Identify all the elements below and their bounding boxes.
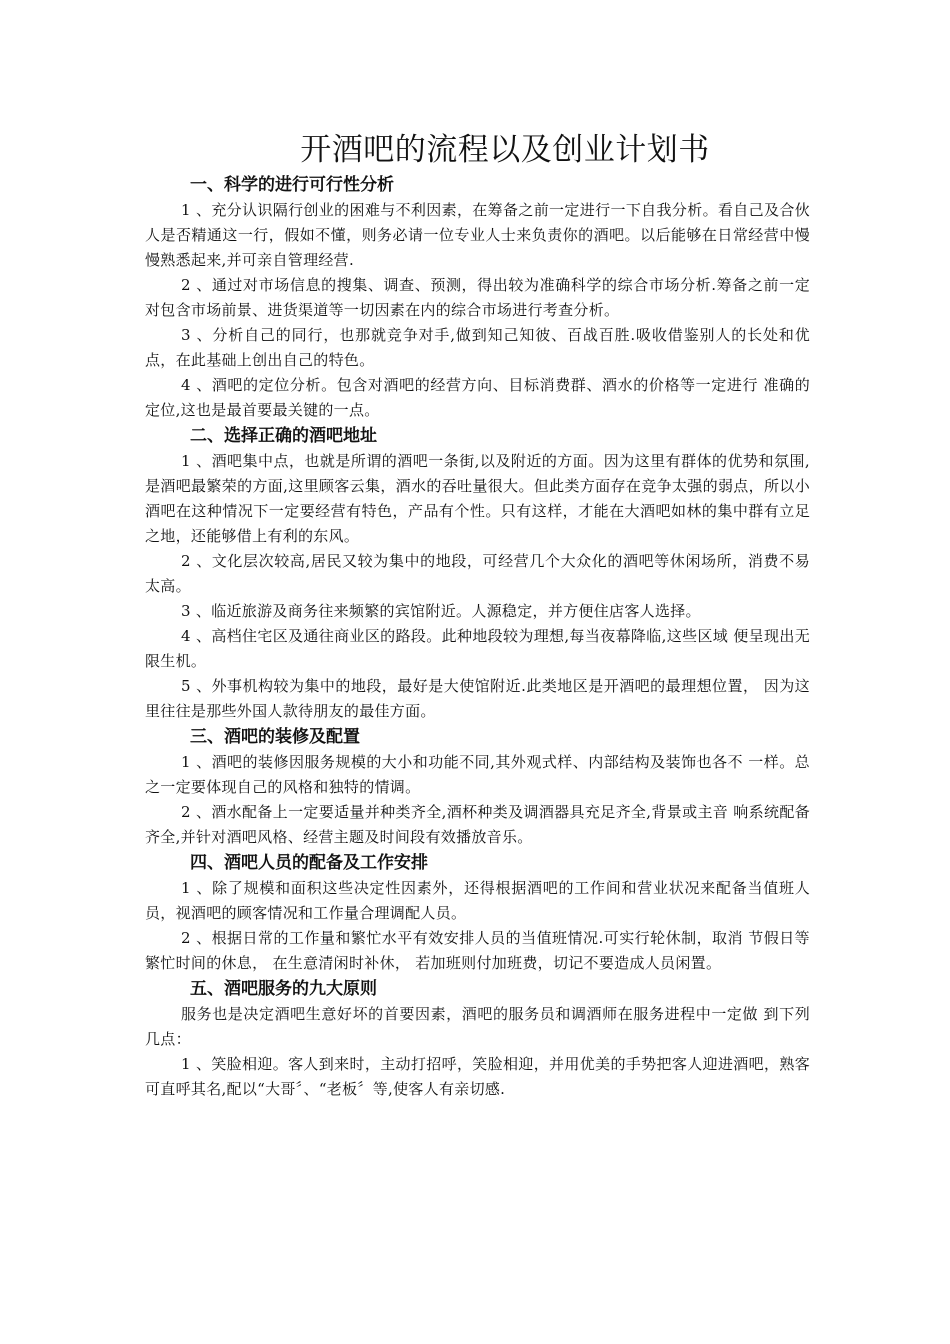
paragraph: 5 、外事机构较为集中的地段，最好是大使馆附近.此类地区是开酒吧的最理想位置， 因为这里往往是那些外国人款待朋友的最佳方面。 xyxy=(145,677,810,720)
section-heading: 三、酒吧的装修及配置 xyxy=(190,727,360,747)
section-heading: 四、酒吧人员的配备及工作安排 xyxy=(190,853,428,873)
paragraph: 服务也是决定酒吧生意好坏的首要因素，酒吧的服务员和调酒师在服务进程中一定做 到下列几点： xyxy=(145,1005,810,1048)
paragraph: 2 、文化层次较高,居民又较为集中的地段，可经营几个大众化的酒吧等休闲场所，消费不易太高。 xyxy=(145,552,810,595)
section-2 xyxy=(145,423,810,724)
paragraph: 1 、酒吧的装修因服务规模的大小和功能不同,其外观式样、内部结构及装饰也各不 一样。总之一定要体现自己的风格和独特的情调。 xyxy=(145,753,810,796)
document-title: 开酒吧的流程以及创业计划书 xyxy=(300,132,710,168)
paragraph: 2 、通过对市场信息的搜集、调查、预测，得出较为准确科学的综合市场分析.筹备之前一定对包含市场前景、进货渠道等一切因素在内的综合市场进行考查分析。 xyxy=(145,276,810,319)
paragraph: 3 、临近旅游及商务往来频繁的宾馆附近。人源稳定，并方便住店客人选择。 xyxy=(181,602,701,620)
paragraph: 3 、分析自己的同行，也那就竞争对手,做到知己知彼、百战百胜.吸收借鉴别人的长处和优点，在此基础上创出自己的特色。 xyxy=(145,326,810,369)
section-heading: 五、酒吧服务的九大原则 xyxy=(190,979,377,999)
paragraph: 2 、酒水配备上一定要适量并种类齐全,酒杯种类及调酒器具充足齐全,背景或主音 响系统配备齐全,并针对酒吧风格、经营主题及时间段有效播放音乐。 xyxy=(145,803,810,846)
paragraph: 2 、根据日常的工作量和繁忙水平有效安排人员的当值班情况.可实行轮休制，取消 节假日等繁忙时间的休息， 在生意清闲时补休， 若加班则付加班费，切记不要造成人员闲置。 xyxy=(145,929,810,972)
paragraph: 1 、笑脸相迎。客人到来时，主动打招呼，笑脸相迎，并用优美的手势把客人迎进酒吧，熟客可直呼其名,配以“大哥〞、“老板〞等,使客人有亲切感. xyxy=(145,1055,810,1098)
section-1 xyxy=(145,172,810,423)
paragraph: 1 、除了规模和面积这些决定性因素外，还得根据酒吧的工作间和营业状况来配备当值班人员，视酒吧的顾客情况和工作量合理调配人员。 xyxy=(145,879,810,922)
paragraph: 1 、酒吧集中点，也就是所谓的酒吧一条街,以及附近的方面。因为这里有群体的优势和氛围,是酒吧最繁荣的方面,这里顾客云集，酒水的吞吐量很大。但此类方面存在竞争太强的弱点，所以小酒吧在这种情况下一定要经营有特色，产品有个性。只有这样，才能在大酒吧如林的集中群有立足之地，还能够借上有利的东风。 xyxy=(145,452,810,545)
section-4 xyxy=(145,850,810,976)
section-heading: 一、科学的进行可行性分析 xyxy=(190,175,394,195)
section-5 xyxy=(145,976,810,1102)
section-heading: 二、选择正确的酒吧地址 xyxy=(190,426,377,446)
section-3 xyxy=(145,724,810,850)
paragraph: 4 、高档住宅区及通往商业区的路段。此种地段较为理想,每当夜幕降临,这些区域 便呈现出无限生机。 xyxy=(145,627,810,670)
paragraph: 4 、酒吧的定位分析。包含对酒吧的经营方向、目标消费群、酒水的价格等一定进行 准确的定位,这也是最首要最关键的一点。 xyxy=(145,376,810,419)
paragraph: 1 、充分认识隔行创业的困难与不利因素，在筹备之前一定进行一下自我分析。看自己及合伙人是否精通这一行，假如不懂，则务必请一位专业人士来负责你的酒吧。以后能够在日常经营中慢慢熟悉起来,并可亲自管理经营. xyxy=(145,201,810,269)
document-page xyxy=(145,128,810,1102)
